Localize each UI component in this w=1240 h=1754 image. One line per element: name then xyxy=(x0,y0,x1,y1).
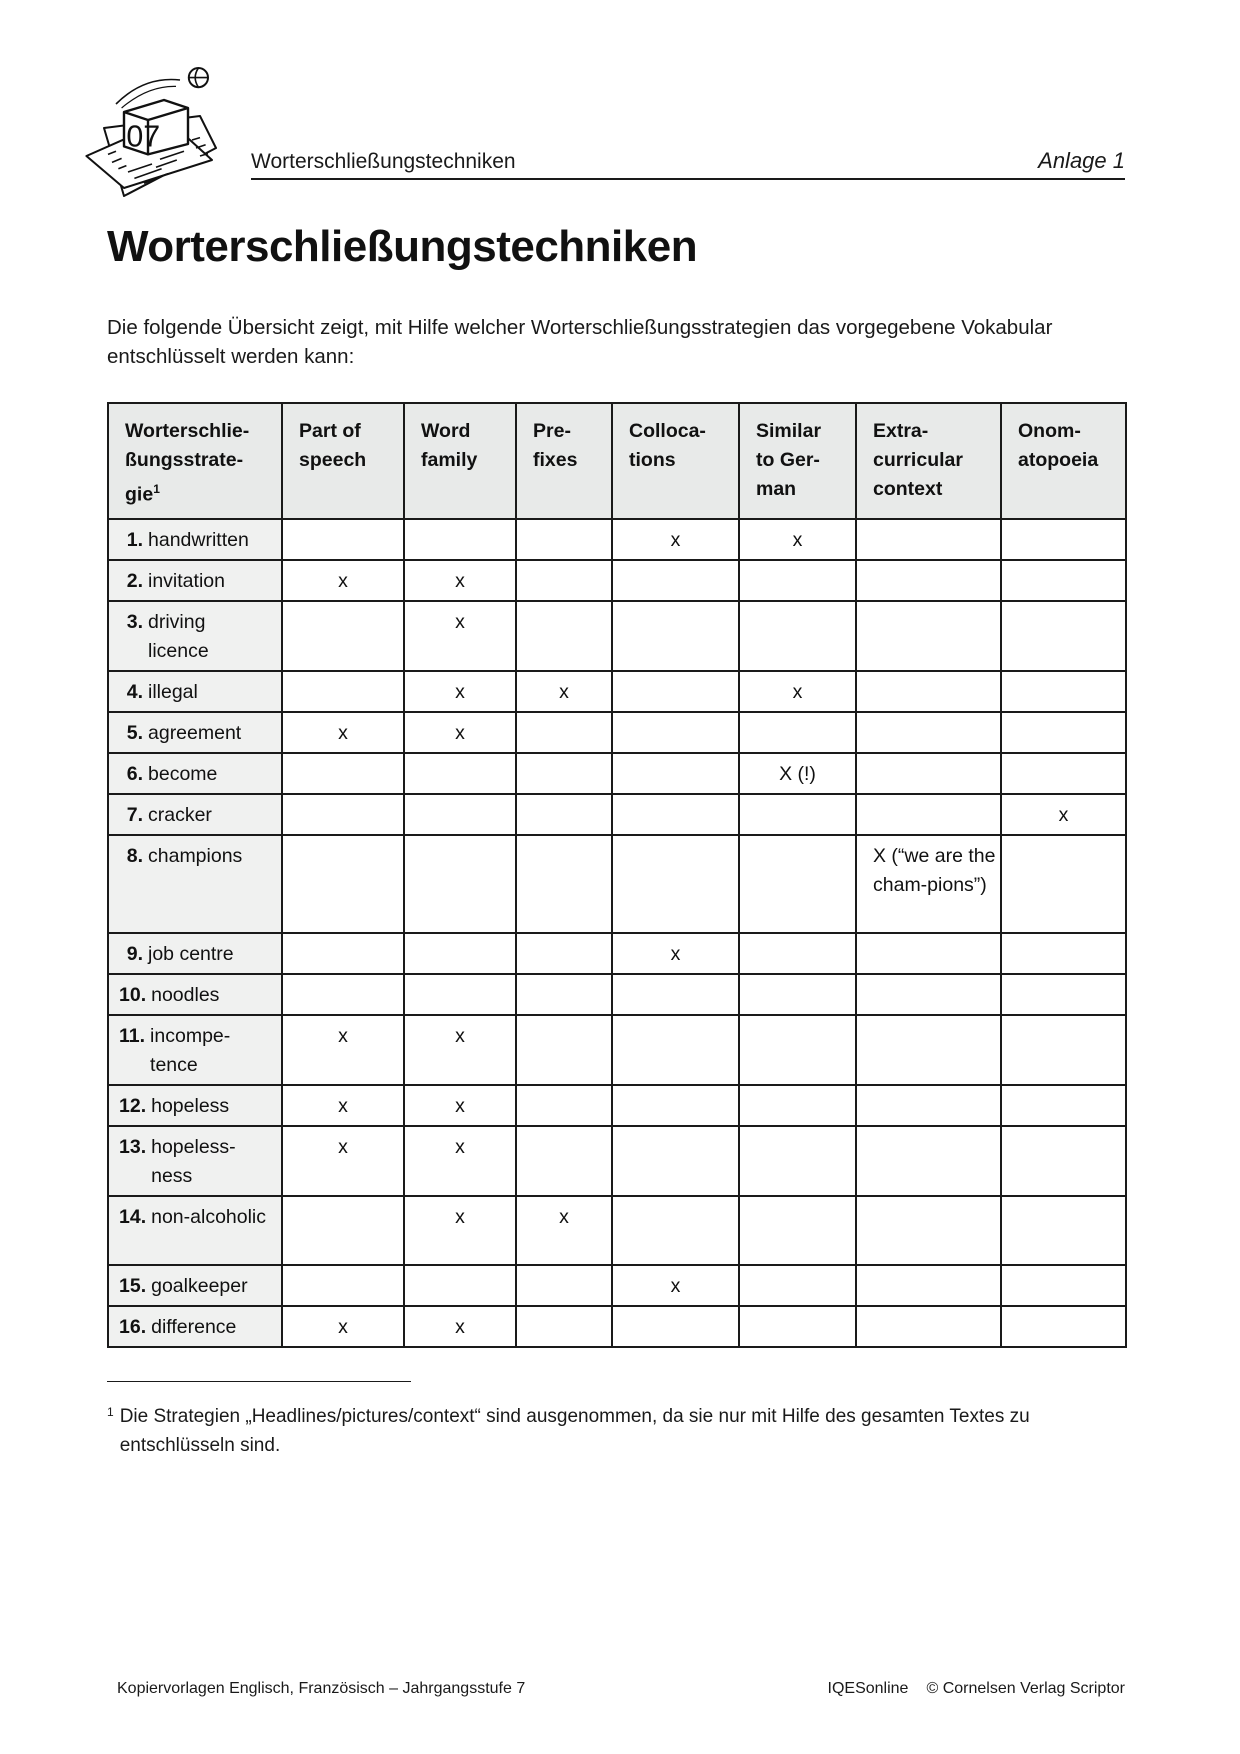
strategy-cell xyxy=(856,712,1001,753)
table-row xyxy=(108,753,1126,794)
strategy-cell: x xyxy=(516,671,612,712)
strategy-cell xyxy=(612,712,739,753)
strategy-cell xyxy=(856,974,1001,1015)
strategy-cell xyxy=(404,933,516,974)
strategy-cell xyxy=(516,1265,612,1306)
strategy-cell xyxy=(1001,1126,1126,1196)
strategy-cell xyxy=(282,519,404,560)
strategy-cell xyxy=(612,1306,739,1347)
table-header-row xyxy=(108,403,1126,519)
row-label xyxy=(108,1015,282,1085)
strategy-cell: x xyxy=(404,1015,516,1085)
strategy-cell xyxy=(856,794,1001,835)
strategy-cell: X (“we are the cham-pions”) xyxy=(856,835,1001,933)
row-number: 11. xyxy=(119,1024,146,1047)
strategy-cell xyxy=(856,753,1001,794)
vocabulary-word: incompe-tence xyxy=(150,1024,231,1076)
column-header-similar-to-german: Similar to Ger- man xyxy=(739,403,856,519)
papers-cube-icon xyxy=(80,52,240,212)
strategy-cell xyxy=(1001,753,1126,794)
table-row xyxy=(108,712,1126,753)
strategy-cell xyxy=(612,794,739,835)
strategy-cell xyxy=(1001,835,1126,933)
vocabulary-word: noodles xyxy=(151,983,220,1006)
row-label xyxy=(108,671,282,712)
annex-label: Anlage 1 xyxy=(1038,148,1125,173)
strategy-cell xyxy=(282,671,404,712)
table-row xyxy=(108,601,1126,671)
column-header-collocations: Colloca- tions xyxy=(612,403,739,519)
vocabulary-word: agreement xyxy=(148,721,242,744)
strategy-cell xyxy=(739,1085,856,1126)
strategy-cell: x xyxy=(404,601,516,671)
strategy-cell xyxy=(739,835,856,933)
strategy-cell: x xyxy=(404,1196,516,1265)
strategy-cell xyxy=(739,974,856,1015)
row-number: 1. xyxy=(126,528,143,551)
strategy-cell xyxy=(612,835,739,933)
strategy-cell xyxy=(516,1306,612,1347)
strategy-cell: x xyxy=(739,671,856,712)
strategy-cell xyxy=(612,560,739,601)
row-number: 8. xyxy=(126,844,143,867)
strategy-cell xyxy=(612,671,739,712)
table-row xyxy=(108,1126,1126,1196)
strategy-cell xyxy=(282,974,404,1015)
page-title: Worterschließungstechniken xyxy=(107,222,698,271)
running-header xyxy=(251,146,1125,180)
strategy-cell: x xyxy=(404,1085,516,1126)
strategy-cell: x xyxy=(404,560,516,601)
table-row xyxy=(108,1306,1126,1347)
strategy-cell xyxy=(1001,712,1126,753)
strategy-cell: x xyxy=(516,1196,612,1265)
row-label xyxy=(108,1265,282,1306)
row-label xyxy=(108,519,282,560)
strategy-cell xyxy=(856,1126,1001,1196)
strategy-cell xyxy=(739,933,856,974)
strategy-cell xyxy=(516,601,612,671)
strategy-cell xyxy=(1001,933,1126,974)
strategy-cell xyxy=(282,835,404,933)
strategy-cell xyxy=(1001,1196,1126,1265)
table-row xyxy=(108,1196,1126,1265)
strategy-cell xyxy=(739,1015,856,1085)
strategy-cell xyxy=(612,601,739,671)
strategy-cell: x xyxy=(612,519,739,560)
column-header-prefixes: Pre- fixes xyxy=(516,403,612,519)
strategy-cell xyxy=(1001,519,1126,560)
strategy-cell xyxy=(1001,1306,1126,1347)
footnote-text: Die Strategien „Headlines/pictures/context“ sind ausgenommen, da sie nur mit Hilfe des gesamten Textes zu entschlüsseln sind. xyxy=(119,1406,1030,1456)
strategy-cell xyxy=(516,1126,612,1196)
strategy-cell: x xyxy=(282,1126,404,1196)
strategy-cell xyxy=(404,519,516,560)
strategy-cell xyxy=(856,671,1001,712)
strategy-cell xyxy=(612,1015,739,1085)
strategy-cell xyxy=(516,712,612,753)
vocabulary-word: difference xyxy=(151,1315,237,1338)
strategy-cell xyxy=(739,794,856,835)
strategy-cell xyxy=(1001,1085,1126,1126)
table-row xyxy=(108,519,1126,560)
vocabulary-word: goalkeeper xyxy=(151,1274,248,1297)
row-label xyxy=(108,712,282,753)
vocabulary-word: non-alcoholic xyxy=(151,1205,267,1228)
vocabulary-word: hopeless xyxy=(151,1094,230,1117)
row-number: 3. xyxy=(126,610,143,633)
table-row xyxy=(108,835,1126,933)
strategy-cell: x xyxy=(612,1265,739,1306)
column-header-extracurricular-context: Extra- curricular context xyxy=(856,403,1001,519)
vocabulary-word: handwritten xyxy=(148,528,249,551)
row-label xyxy=(108,1126,282,1196)
row-label xyxy=(108,974,282,1015)
row-label xyxy=(108,601,282,671)
strategy-cell xyxy=(404,835,516,933)
row-number: 2. xyxy=(126,569,143,592)
strategy-cell xyxy=(612,1085,739,1126)
strategy-cell xyxy=(282,1265,404,1306)
strategy-cell: x xyxy=(282,712,404,753)
svg-text:07: 07 xyxy=(126,119,161,154)
strategy-cell xyxy=(516,835,612,933)
strategy-cell xyxy=(1001,601,1126,671)
strategy-cell: x xyxy=(282,1085,404,1126)
strategy-cell: x xyxy=(404,712,516,753)
logo-illustration xyxy=(80,52,240,212)
strategy-cell xyxy=(739,560,856,601)
strategy-cell xyxy=(612,753,739,794)
strategy-cell: x xyxy=(404,671,516,712)
strategy-cell: x xyxy=(739,519,856,560)
strategy-table xyxy=(107,402,1127,1348)
strategy-cell xyxy=(612,974,739,1015)
strategy-cell xyxy=(516,753,612,794)
footer-publisher xyxy=(828,1680,1125,1698)
strategy-cell xyxy=(739,1126,856,1196)
strategy-cell xyxy=(856,1306,1001,1347)
column-header-word-family: Word family xyxy=(404,403,516,519)
running-header-title: Worterschließungstechniken xyxy=(251,150,516,173)
row-label xyxy=(108,1196,282,1265)
strategy-cell xyxy=(1001,560,1126,601)
row-label xyxy=(108,835,282,933)
row-number: 14. xyxy=(119,1205,147,1228)
strategy-cell xyxy=(404,1265,516,1306)
table-row xyxy=(108,560,1126,601)
strategy-cell xyxy=(739,712,856,753)
strategy-cell xyxy=(516,560,612,601)
strategy-cell xyxy=(282,753,404,794)
strategy-cell xyxy=(856,1015,1001,1085)
strategy-cell xyxy=(404,794,516,835)
strategy-cell xyxy=(516,519,612,560)
footnote-ref: 1 xyxy=(153,482,160,496)
strategy-cell: x xyxy=(612,933,739,974)
strategy-cell xyxy=(1001,1265,1126,1306)
row-label xyxy=(108,794,282,835)
footer-series-title: Kopiervorlagen Englisch, Französisch – Jahrgangsstufe 7 xyxy=(117,1680,526,1697)
strategy-cell xyxy=(612,1196,739,1265)
intro-paragraph: Die folgende Übersicht zeigt, mit Hilfe welcher Worterschließungsstrategien das vorgegebene Vokabular entschlüsselt werden kann: xyxy=(107,316,1053,368)
strategy-cell xyxy=(404,974,516,1015)
row-label xyxy=(108,560,282,601)
row-number: 12. xyxy=(119,1094,147,1117)
footnote-divider xyxy=(107,1381,411,1382)
strategy-cell xyxy=(516,794,612,835)
row-number: 15. xyxy=(119,1274,147,1297)
strategy-cell xyxy=(404,753,516,794)
strategy-cell xyxy=(282,1196,404,1265)
table-row xyxy=(108,1265,1126,1306)
strategy-cell xyxy=(856,560,1001,601)
table-row xyxy=(108,794,1126,835)
strategy-cell xyxy=(739,1196,856,1265)
column-header-part-of-speech: Part of speech xyxy=(282,403,404,519)
row-number: 7. xyxy=(126,803,143,826)
strategy-cell: x xyxy=(404,1306,516,1347)
column-header-strategy: Worterschlie- ßungsstrate- gie$^1$ xyxy=(108,403,282,519)
strategy-cell xyxy=(516,974,612,1015)
table-row xyxy=(108,671,1126,712)
vocabulary-word: illegal xyxy=(148,680,198,703)
row-number: 9. xyxy=(126,942,143,965)
strategy-cell xyxy=(856,601,1001,671)
vocabulary-word: hopeless-ness xyxy=(151,1135,236,1187)
strategy-cell xyxy=(1001,1015,1126,1085)
row-number: 6. xyxy=(126,762,143,785)
vocabulary-word: job centre xyxy=(148,942,234,965)
table-row xyxy=(108,974,1126,1015)
strategy-cell: x xyxy=(282,1015,404,1085)
footer-copyright: © Cornelsen Verlag Scriptor xyxy=(926,1680,1125,1697)
strategy-cell xyxy=(282,794,404,835)
row-number: 13. xyxy=(119,1135,147,1158)
table-row xyxy=(108,1085,1126,1126)
strategy-cell xyxy=(739,601,856,671)
vocabulary-word: become xyxy=(148,762,218,785)
row-label xyxy=(108,1085,282,1126)
row-label xyxy=(108,1306,282,1347)
vocabulary-word: invitation xyxy=(148,569,225,592)
footnote xyxy=(107,1402,1127,1460)
row-number: 4. xyxy=(126,680,143,703)
strategy-cell xyxy=(856,1265,1001,1306)
strategy-cell xyxy=(739,1265,856,1306)
row-number: 10. xyxy=(119,983,147,1006)
row-label xyxy=(108,753,282,794)
page-footer xyxy=(117,1680,1125,1698)
vocabulary-word: cracker xyxy=(148,803,212,826)
table-row xyxy=(108,1015,1126,1085)
footer-brand: IQESonline xyxy=(827,1680,909,1697)
strategy-cell xyxy=(516,1015,612,1085)
footnote-number: 1 xyxy=(107,1405,114,1419)
strategy-cell xyxy=(1001,974,1126,1015)
strategy-cell: X (!) xyxy=(739,753,856,794)
column-header-onomatopoeia: Onom- atopoeia xyxy=(1001,403,1126,519)
strategy-cell xyxy=(739,1306,856,1347)
strategy-cell xyxy=(856,1085,1001,1126)
row-number: 16. xyxy=(119,1315,147,1338)
strategy-cell xyxy=(856,519,1001,560)
row-label xyxy=(108,933,282,974)
strategy-cell xyxy=(856,933,1001,974)
strategy-cell xyxy=(282,601,404,671)
strategy-cell xyxy=(516,933,612,974)
strategy-cell: x xyxy=(404,1126,516,1196)
strategy-cell xyxy=(282,933,404,974)
strategy-cell: x xyxy=(282,1306,404,1347)
strategy-cell: x xyxy=(282,560,404,601)
row-number: 5. xyxy=(126,721,143,744)
strategy-cell xyxy=(856,1196,1001,1265)
vocabulary-word: champions xyxy=(148,844,243,867)
table-row xyxy=(108,933,1126,974)
strategy-cell xyxy=(612,1126,739,1196)
strategy-cell xyxy=(516,1085,612,1126)
strategy-cell xyxy=(1001,671,1126,712)
strategy-cell: x xyxy=(1001,794,1126,835)
vocabulary-word: driving licence xyxy=(148,610,209,662)
